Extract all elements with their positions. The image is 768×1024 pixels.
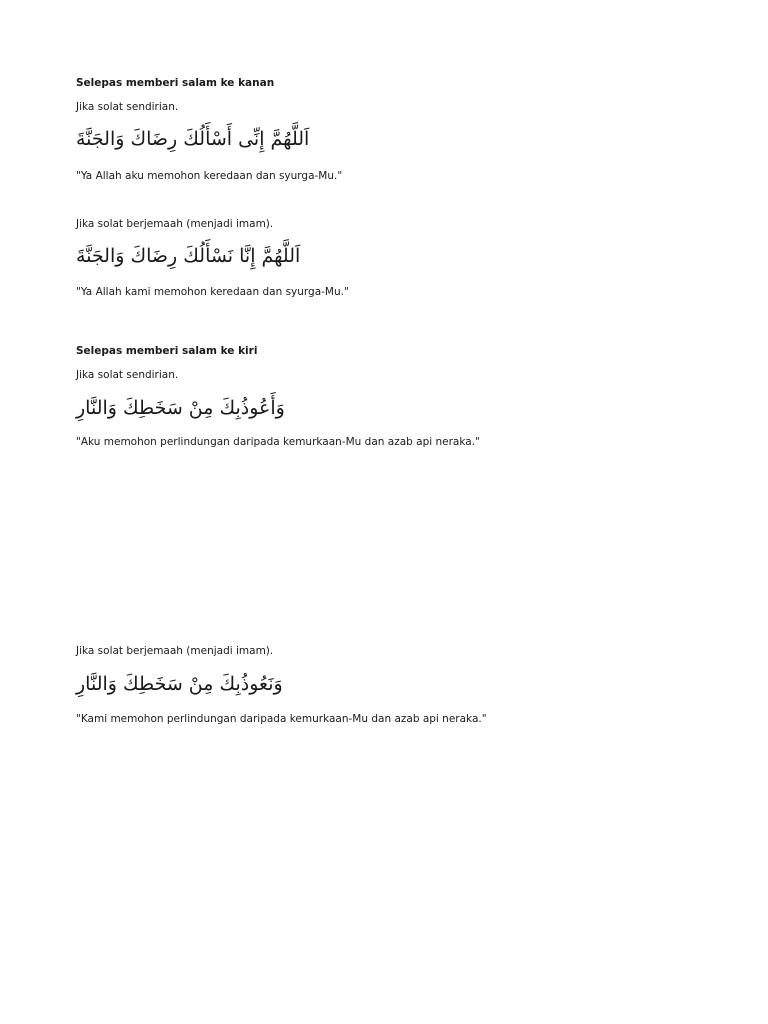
translation-text: "Aku memohon perlindungan daripada kemurkaan-Mu dan azab api neraka." (76, 436, 480, 448)
arabic-dua: اَللَّهُمَّ إِنِّى أَسْأَلُكَ رِضَاكَ وَالجَنَّةَ (76, 128, 310, 150)
translation-text: "Ya Allah aku memohon keredaan dan syurga-Mu." (76, 170, 343, 182)
section-heading-right-salam: Selepas memberi salam ke kanan (76, 77, 275, 89)
translation-text: "Ya Allah kami memohon keredaan dan syurga-Mu." (76, 286, 349, 298)
arabic-dua: وَنَعُوذُبِكَ مِنْ سَخَطِكَ وَالنَّارِ (76, 673, 283, 695)
imam-label: Jika solat berjemaah (menjadi imam). (76, 645, 274, 657)
arabic-dua: اَللَّهُمَّ إِنَّا نَسْأَلُكَ رِضَاكَ وَالجَنَّةَ (76, 245, 301, 267)
arabic-dua: وَأَعُوذُبِكَ مِنْ سَخَطِكَ وَالنَّارِ (76, 397, 285, 419)
imam-label: Jika solat berjemaah (menjadi imam). (76, 218, 274, 230)
alone-label: Jika solat sendirian. (76, 369, 179, 381)
translation-text: "Kami memohon perlindungan daripada kemurkaan-Mu dan azab api neraka." (76, 713, 487, 725)
section-heading-left-salam: Selepas memberi salam ke kiri (76, 345, 258, 357)
alone-label: Jika solat sendirian. (76, 101, 179, 113)
